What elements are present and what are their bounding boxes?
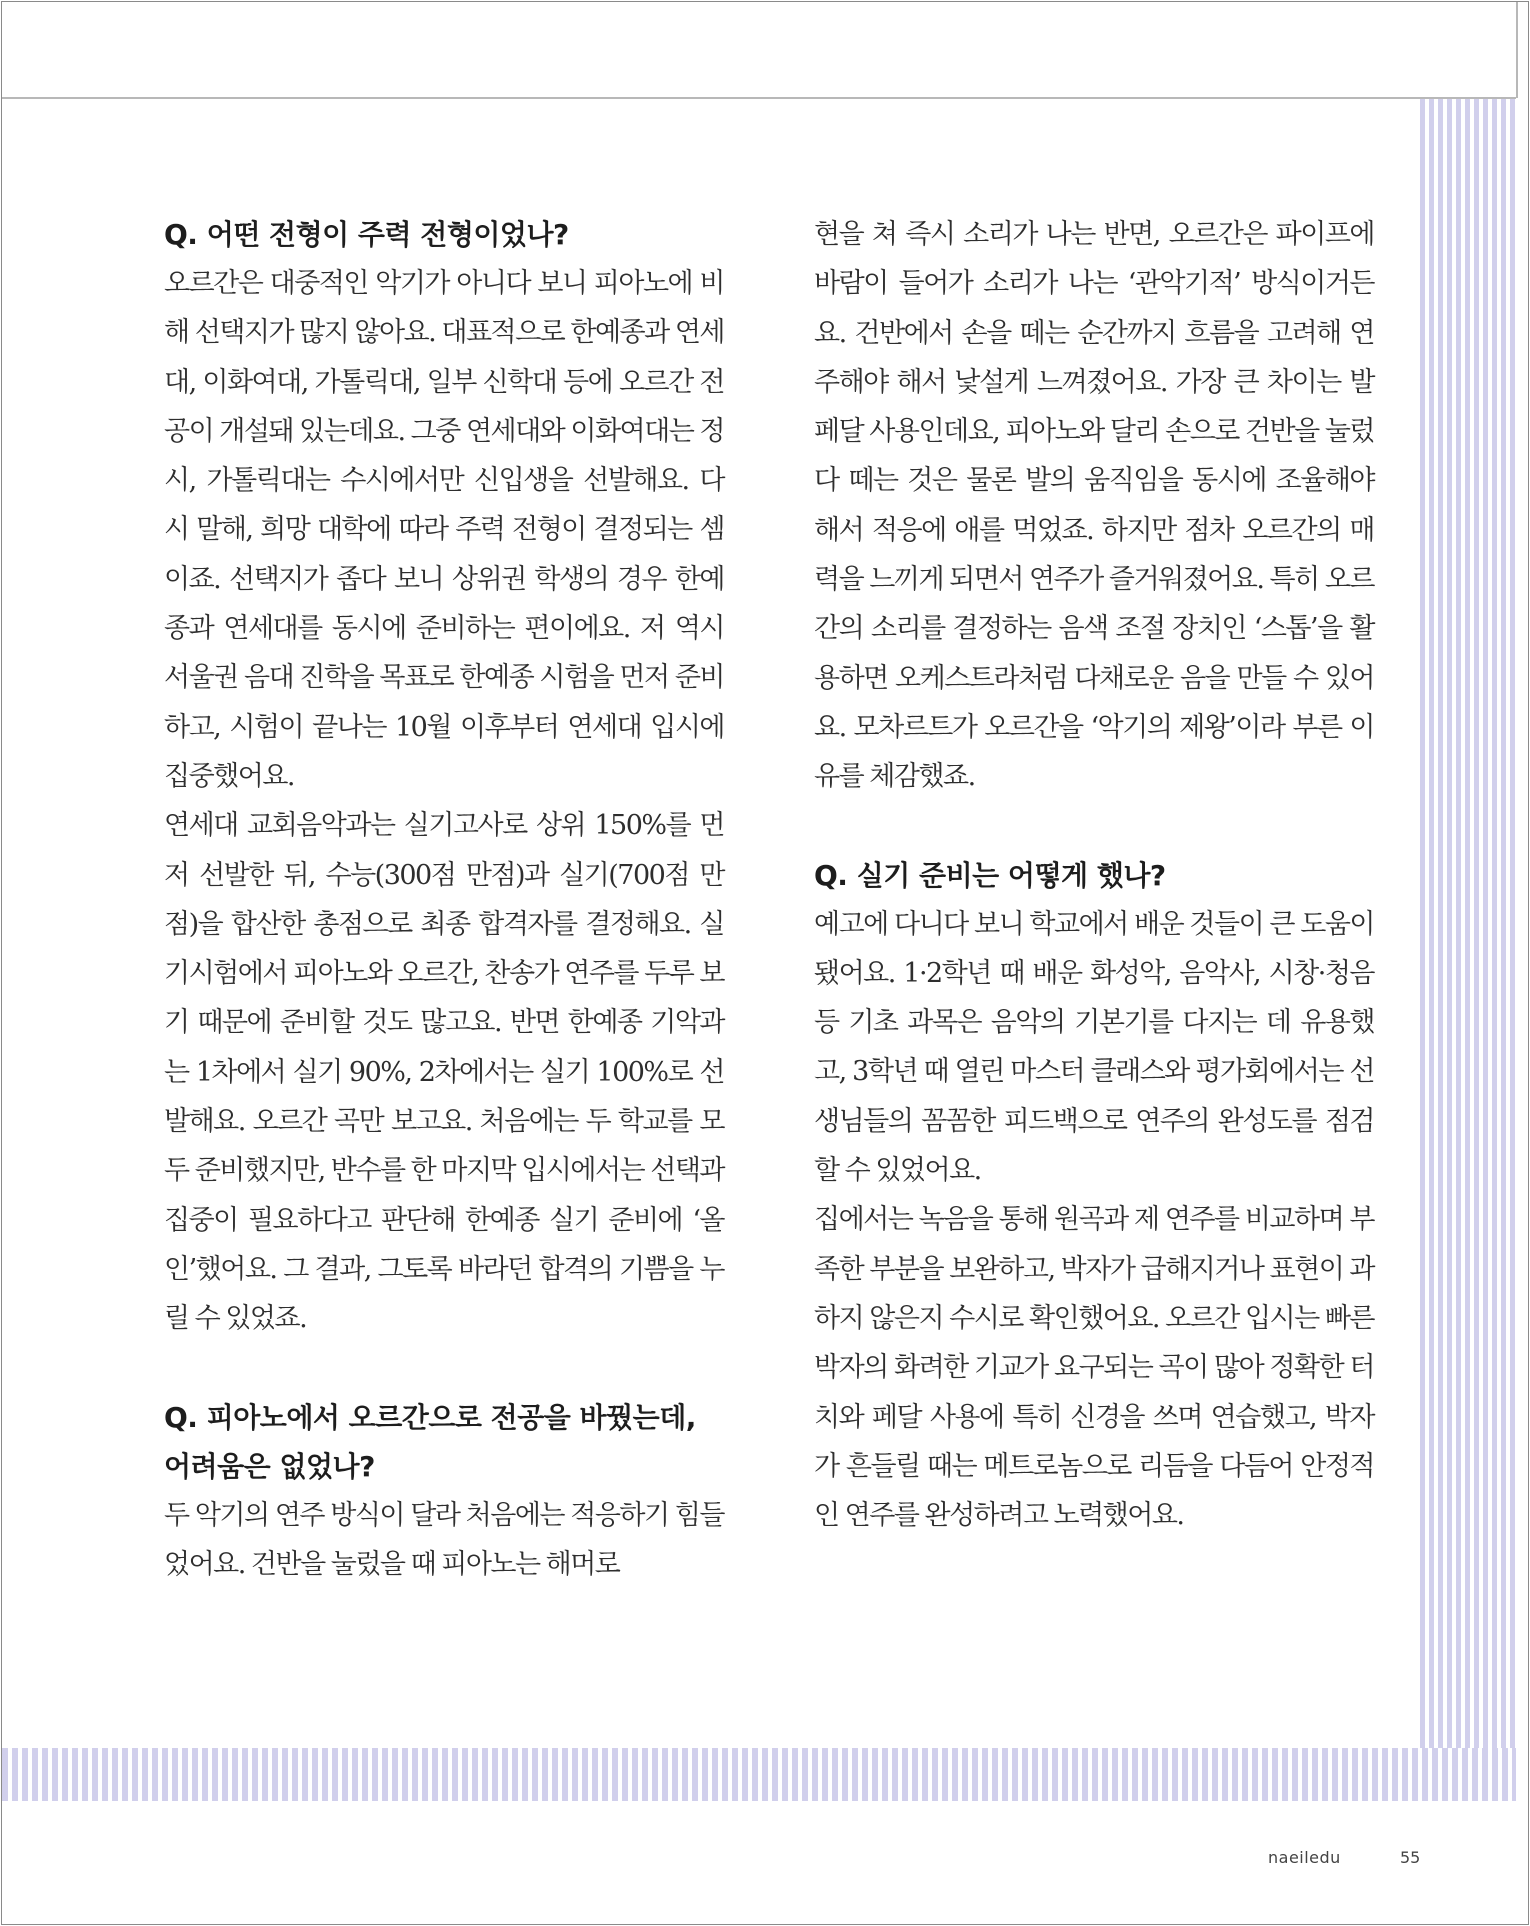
question-heading: Q. 실기 준비는 어떻게 했나? bbox=[814, 858, 1166, 892]
left-column bbox=[164, 210, 724, 1589]
decorative-stripe-horizontal bbox=[2, 1748, 1516, 1801]
answer-paragraph: 두 악기의 연주 방식이 달라 처음에는 적응하기 힘들었어요. 건반을 눌렀을 때 피아노는 해머로 bbox=[164, 1499, 724, 1580]
right-edge-rule bbox=[1516, 2, 1518, 98]
answer-paragraph: 오르간은 대중적인 악기가 아니다 보니 피아노에 비해 선택지가 많지 않아요. 대표적으로 한예종과 연세대, 이화여대, 가톨릭대, 일부 신학대 등에 오르간 전공이 개설돼 있는데요. 그중 연세대와 이화여대는 정시, 가톨릭대는 수시에서만 신입생을 선발해요. 다시 말해, 희망 대학에 따라 주력 전형이 결정되는 셈이죠. 선택지가 좁다 보니 상위권 학생의 경우 한예종과 연세대를 동시에 준비하는 편이에요. 저 역시 서울권 음대 진학을 목표로 한예종 시험을 먼저 준비하고, 시험이 끝나는 10월 이후부터 연세대 입시에 집중했어요. bbox=[164, 268, 724, 792]
answer-paragraph: 예고에 다니다 보니 학교에서 배운 것들이 큰 도움이 됐어요. 1·2학년 때 배운 화성악, 음악사, 시창·청음 등 기초 과목은 음악의 기본기를 다지는 데 유용했고, 3학년 때 열린 마스터 클래스와 평가회에서는 선생님들의 꼼꼼한 피드백으로 연주의 완성도를 점검할 수 있었어요. bbox=[814, 908, 1374, 1187]
answer-paragraph: 현을 쳐 즉시 소리가 나는 반면, 오르간은 파이프에 바람이 들어가 소리가 나는 ‘관악기적’ 방식이거든요. 건반에서 손을 떼는 순간까지 흐름을 고려해 연주해야 해서 낯설게 느껴졌어요. 가장 큰 차이는 발 페달 사용인데요, 피아노와 달리 손으로 건반을 눌렀다 떼는 것은 물론 발의 움직임을 동시에 조율해야 해서 적응에 애를 먹었죠. 하지만 점차 오르간의 매력을 느끼게 되면서 연주가 즐거워졌어요. 특히 오르간의 소리를 결정하는 음색 조절 장치인 ‘스톱’을 활용하면 오케스트라처럼 다채로운 음을 만들 수 있어요. 모차르트가 오르간을 ‘악기의 제왕’이라 부른 이유를 체감했죠. bbox=[814, 219, 1374, 793]
right-column bbox=[814, 210, 1374, 1540]
publication-name: naeiledu bbox=[1268, 1848, 1341, 1867]
answer-paragraph: 연세대 교회음악과는 실기고사로 상위 150%를 먼저 선발한 뒤, 수능(300점 만점)과 실기(700점 만점)을 합산한 총점으로 최종 합격자를 결정해요. 실기시험에서 피아노와 오르간, 찬송가 연주를 두루 보기 때문에 준비할 것도 많고요. 반면 한예종 기악과는 1차에서 실기 90%, 2차에서는 실기 100%로 선발해요. 오르간 곡만 보고요. 처음에는 두 학교를 모두 준비했지만, 반수를 한 마지막 입시에서는 선택과 집중이 필요하다고 판단해 한예종 실기 준비에 ‘올인’했어요. 그 결과, 그토록 바라던 합격의 기쁨을 누릴 수 있었죠. bbox=[164, 810, 724, 1335]
page-number: 55 bbox=[1400, 1848, 1421, 1867]
section-spacer bbox=[164, 1344, 724, 1393]
answer-paragraph: 집에서는 녹음을 통해 원곡과 제 연주를 비교하며 부족한 부분을 보완하고, 박자가 급해지거나 표현이 과하지 않은지 수시로 확인했어요. 오르간 입시는 빠른 박자의 화려한 기교가 요구되는 곡이 많아 정확한 터치와 페달 사용에 특히 신경을 쓰며 연습했고, 박자가 흔들릴 때는 메트로놈으로 리듬을 다듬어 안정적인 연주를 완성하려고 노력했어요. bbox=[814, 1204, 1374, 1532]
decorative-stripe-vertical bbox=[1420, 99, 1516, 1801]
question-heading: Q. 피아노에서 오르간으로 전공을 바꿨는데, 어려움은 없었나? bbox=[164, 1400, 696, 1483]
question-heading: Q. 어떤 전형이 주력 전형이었나? bbox=[164, 218, 569, 251]
section-spacer bbox=[814, 802, 1374, 851]
